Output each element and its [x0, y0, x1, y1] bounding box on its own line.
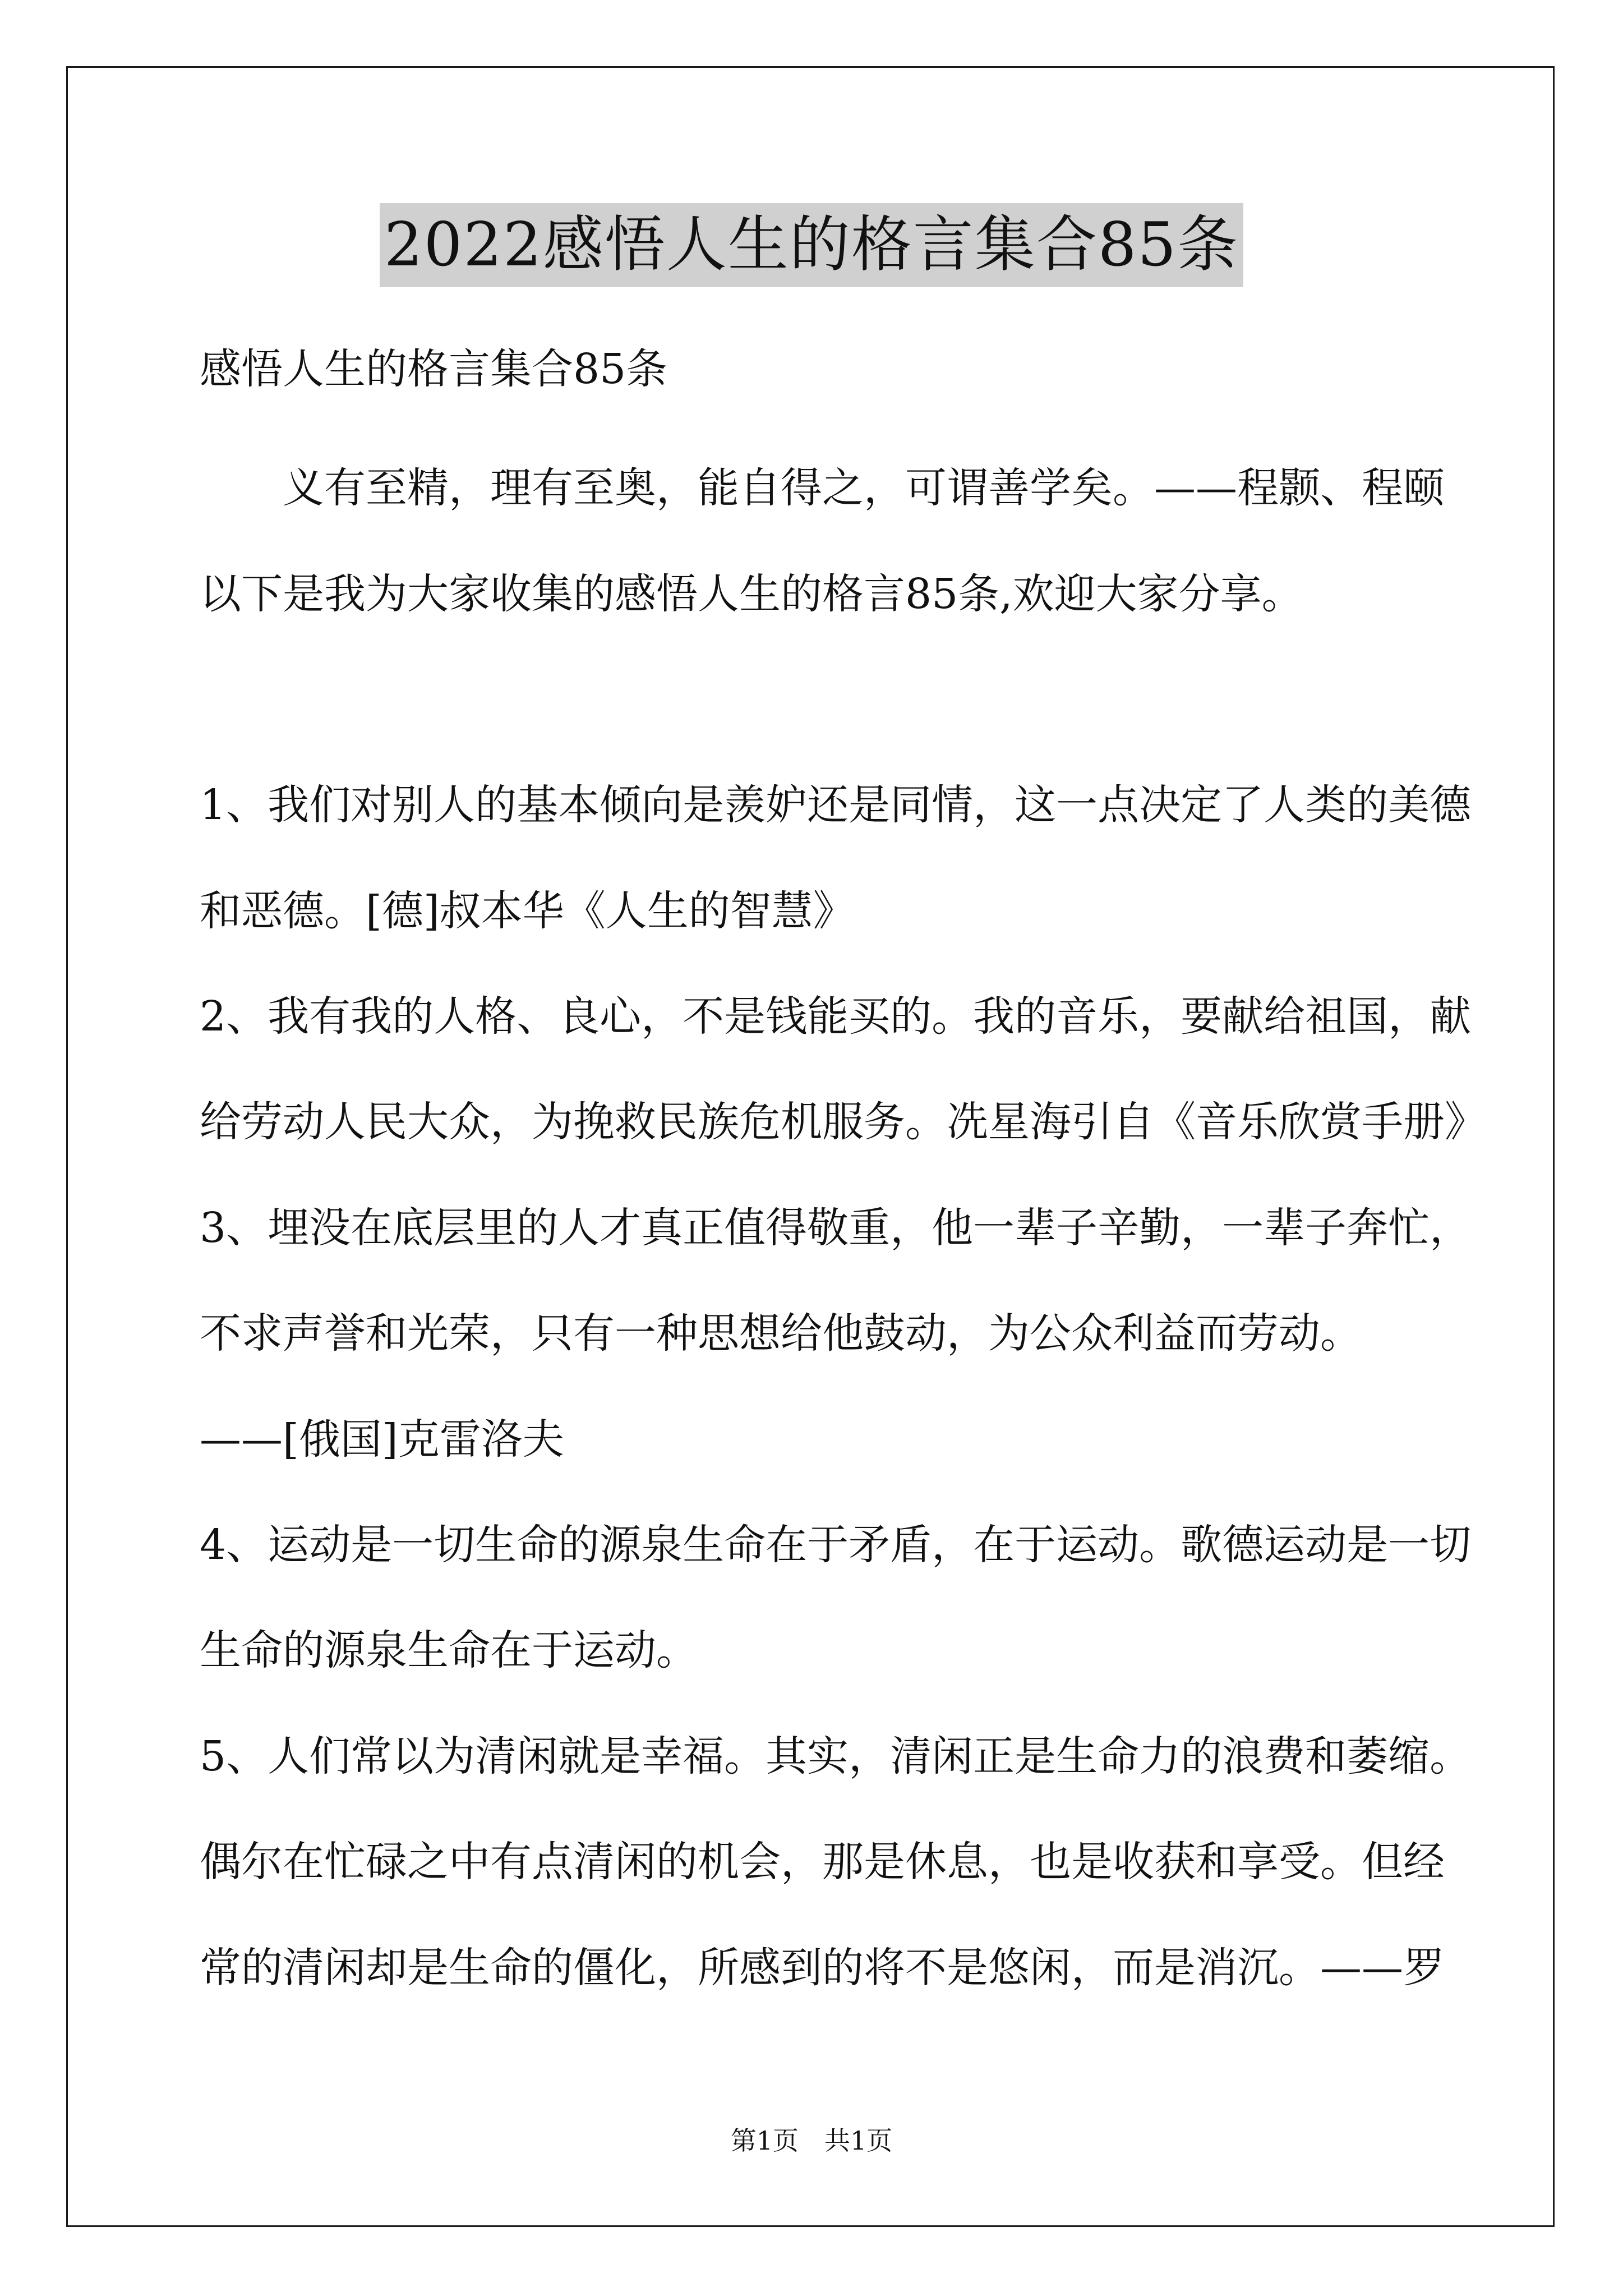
body-line: 生命的源泉生命在于运动。	[200, 1626, 698, 1674]
body-line: 给劳动人民大众，为挽救民族危机服务。冼星海引自《音乐欣赏手册》	[200, 1098, 1486, 1146]
body-line: 5、人们常以为清闲就是幸福。其实，清闲正是生命力的浪费和萎缩。	[200, 1732, 1472, 1780]
title-container	[0, 203, 1623, 287]
body-line: 1、我们对别人的基本倾向是羡妒还是同情，这一点决定了人类的美德	[200, 781, 1472, 829]
body-line: 3、埋没在底层里的人才真正值得敬重，他一辈子辛勤，一辈子奔忙，	[200, 1204, 1472, 1252]
document-subtitle: 感悟人生的格言集合85条	[200, 345, 668, 393]
body-line: 义有至精，理有至奥，能自得之，可谓善学矣。——程颢、程颐	[200, 464, 1445, 512]
document-title: 2022感悟人生的格言集合85条	[380, 203, 1243, 287]
body-line: ——[俄国]克雷洛夫	[200, 1415, 564, 1464]
body-line: 常的清闲却是生命的僵化，所感到的将不是悠闲，而是消沉。——罗	[200, 1944, 1445, 1992]
body-line: 以下是我为大家收集的感悟人生的格言85条,欢迎大家分享。	[200, 570, 1303, 618]
body-line: 偶尔在忙碌之中有点清闲的机会，那是休息，也是收获和享受。但经	[200, 1838, 1445, 1886]
body-line: 和恶德。[德]叔本华《人生的智慧》	[200, 887, 855, 935]
body-line: 不求声誉和光荣，只有一种思想给他鼓动，为公众利益而劳动。	[200, 1309, 1362, 1358]
body-line: 2、我有我的人格、良心，不是钱能买的。我的音乐，要献给祖国，献	[200, 992, 1472, 1041]
body-line: 4、运动是一切生命的源泉生命在于矛盾，在于运动。歌德运动是一切	[200, 1521, 1472, 1569]
page-footer: 第1页 共1页	[730, 2125, 893, 2156]
